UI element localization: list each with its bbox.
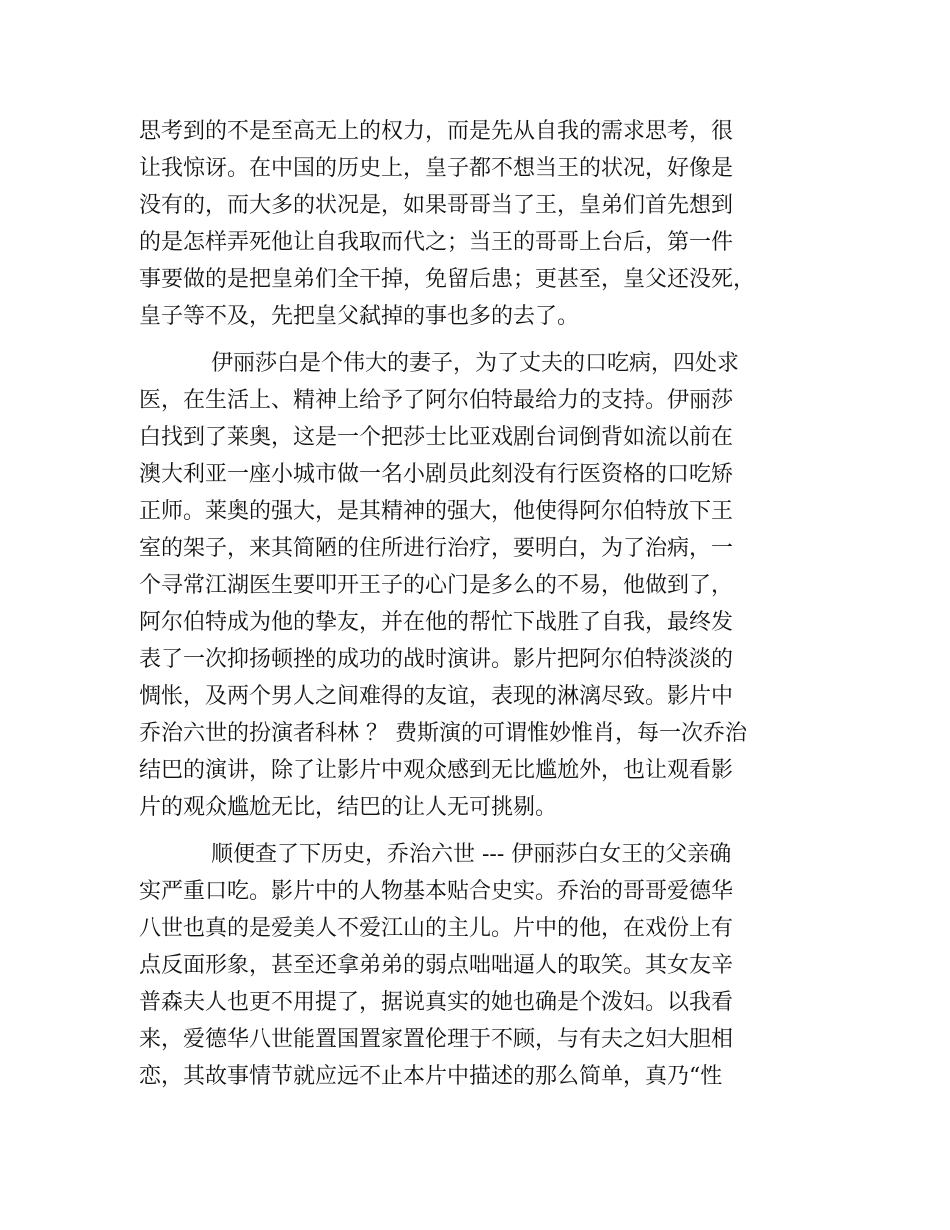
paragraph-line: 室的架子，来其简陋的住所进行治疗，要明白，为了治病，一: [139, 536, 734, 561]
paragraph-line: 没有的，而大多的状况是，如果哥哥当了王，皇弟们首先想到: [139, 193, 734, 218]
paragraph-line: 事要做的是把皇弟们全干掉，免留后患；更甚至，皇父还没死，: [139, 267, 756, 292]
paragraph-line: 惆怅，及两个男人之间难得的友谊，表现的淋漓尽致。影片中: [139, 684, 734, 709]
paragraph-line: 乔治六世的扮演者科林 ？ 费斯演的可谓惟妙惟肖，每一次乔治: [139, 721, 747, 746]
paragraph-line: 阿尔伯特成为他的挚友，并在他的帮忙下战胜了自我，最终发: [139, 610, 734, 635]
paragraph-line: 正师。莱奥的强大，是其精神的强大，他使得阿尔伯特放下王: [139, 499, 734, 524]
document-body: [139, 113, 799, 1105]
paragraph-line: 思考到的不是至高无上的权力，而是先从自我的需求思考，很: [139, 119, 734, 144]
paragraph-line: 表了一次抑扬顿挫的成功的战时演讲。影片把阿尔伯特淡淡的: [139, 647, 734, 672]
paragraph-1: [139, 113, 799, 335]
paragraph-line: 伊丽莎白是个伟大的妻子，为了丈夫的口吃病，四处求: [211, 351, 740, 376]
paragraph-line: 让我惊讶。在中国的历史上，皇子都不想当王的状况，好像是: [139, 156, 734, 181]
paragraph-line: 来，爱德华八世能置国置家置伦理于不顾，与有夫之妇大胆相: [139, 1027, 734, 1052]
paragraph-line: 普森夫人也更不用提了，据说真实的她也确是个泼妇。以我看: [139, 990, 734, 1015]
paragraph-line: 片的观众尴尬无比，结巴的让人无可挑剔。: [139, 795, 558, 820]
paragraph-line: 白找到了莱奥，这是一个把莎士比亚戏剧台词倒背如流以前在: [139, 425, 734, 450]
paragraph-line: 皇子等不及，先把皇父弑掉的事也多的去了。: [139, 304, 580, 329]
paragraph-line: 澳大利亚一座小城市做一名小剧员此刻没有行医资格的口吃矫: [139, 462, 734, 487]
paragraph-line: 医，在生活上、精神上给予了阿尔伯特最给力的支持。伊丽莎: [139, 388, 734, 413]
paragraph-line: 实严重口吃。影片中的人物基本贴合史实。乔治的哥哥爱德华: [139, 879, 734, 904]
paragraph-line: 个寻常江湖医生要叩开王子的心门是多么的不易，他做到了，: [139, 573, 734, 598]
paragraph-2: [139, 345, 799, 826]
paragraph-line: 顺便查了下历史，乔治六世 --- 伊丽莎白女王的父亲确: [211, 842, 732, 867]
paragraph-3: [139, 836, 799, 1095]
paragraph-line: 恋，其故事情节就应远不止本片中描述的那么简单，真乃“性: [139, 1064, 723, 1089]
paragraph-line: 点反面形象，甚至还拿弟弟的弱点咄咄逼人的取笑。其女友辛: [139, 953, 734, 978]
paragraph-line: 八世也真的是爱美人不爱江山的主儿。片中的他，在戏份上有: [139, 916, 734, 941]
paragraph-line: 结巴的演讲，除了让影片中观众感到无比尴尬外，也让观看影: [139, 758, 734, 783]
paragraph-line: 的是怎样弄死他让自我取而代之；当王的哥哥上台后，第一件: [139, 230, 734, 255]
